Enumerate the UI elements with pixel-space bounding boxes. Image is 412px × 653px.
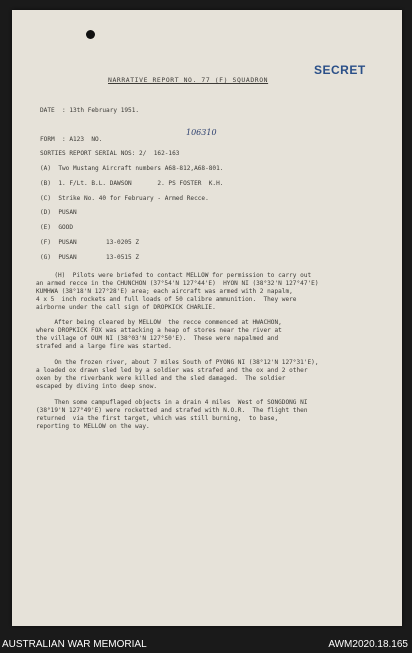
date-line: DATE : 13th February 1951. bbox=[40, 107, 140, 114]
paragraph-line: KUMHWA (38°18'N 127°28'E) area; each aircraft was armed with 2 napalm, bbox=[36, 288, 293, 295]
paragraph-line: escaped by diving into deep snow. bbox=[36, 383, 158, 390]
paragraph-line: the village of OUM NI (38°03'N 127°50'E). These were napalmed and bbox=[36, 335, 279, 342]
item-d: (D) PUSAN bbox=[40, 209, 77, 216]
footer-accession-number: AWM2020.18.165 bbox=[328, 639, 408, 650]
paragraph-line: On the frozen river, about 7 miles South of PYONG NI (38°12'N 127°31'E), bbox=[36, 359, 319, 366]
form-line: FORM : A123 NO. bbox=[40, 136, 103, 143]
item-e: (E) GOOD bbox=[40, 224, 74, 231]
paragraph-line: where DROPKICK FOX was attacking a heap of stores near the river at bbox=[36, 327, 282, 334]
paragraph-line: reporting to MELLOW on the way. bbox=[36, 423, 150, 430]
paragraph-line: a loaded ox drawn sled led by a soldier was strafed and the ox and 2 other bbox=[36, 367, 308, 374]
sorties-line: SORTIES REPORT SERIAL NOS: 2/ 162-163 bbox=[40, 150, 180, 157]
paragraph-line: 4 x 5 inch rockets and full loads of 50 calibre ammunition. They were bbox=[36, 296, 297, 303]
paragraph-line: an armed recce in the CHUNCHON (37°54'N 127°44'E) HYON NI (38°32'N 127°47'E) bbox=[36, 280, 319, 287]
paragraph-line: strafed and a large fire was started. bbox=[36, 343, 172, 350]
item-a: (A) Two Mustang Aircraft numbers A68-812,A68-801. bbox=[40, 165, 224, 172]
item-g: (G) PUSAN 13-0515 Z bbox=[40, 254, 140, 261]
punch-hole bbox=[86, 30, 95, 39]
secret-stamp: SECRET bbox=[314, 63, 366, 77]
paragraph-line: oxen by the riverbank were killed and the sled damaged. The soldier bbox=[36, 375, 286, 382]
handwritten-form-number: 106310 bbox=[186, 128, 217, 137]
item-c: (C) Strike No. 40 for February - Armed Recce. bbox=[40, 195, 209, 202]
paragraph-line: returned via the first target, which was still burning, to base, bbox=[36, 415, 279, 422]
footer-institution: AUSTRALIAN WAR MEMORIAL bbox=[2, 639, 147, 650]
paragraph-line: airborne under the call sign of DROPKICK CHARLIE. bbox=[36, 304, 216, 311]
document-page bbox=[12, 10, 402, 626]
report-title: NARRATIVE REPORT NO. 77 (F) SQUADRON bbox=[108, 76, 269, 84]
item-f: (F) PUSAN 13-0205 Z bbox=[40, 239, 140, 246]
paragraph-line: After being cleared by MELLOW the recce commenced at HWACHON, bbox=[36, 319, 282, 326]
paragraph-line: Then some campuflaged objects in a drain 4 miles West of SONGDONG NI bbox=[36, 399, 308, 406]
paragraph-line: (38°19'N 127°49'E) were rocketted and strafed with N.O.R. The flight then bbox=[36, 407, 308, 414]
item-b: (B) 1. F/Lt. B.L. DAWSON 2. PS FOSTER K.H. bbox=[40, 180, 224, 187]
paragraph-line: (H) Pilots were briefed to contact MELLOW for permission to carry out bbox=[36, 272, 312, 279]
